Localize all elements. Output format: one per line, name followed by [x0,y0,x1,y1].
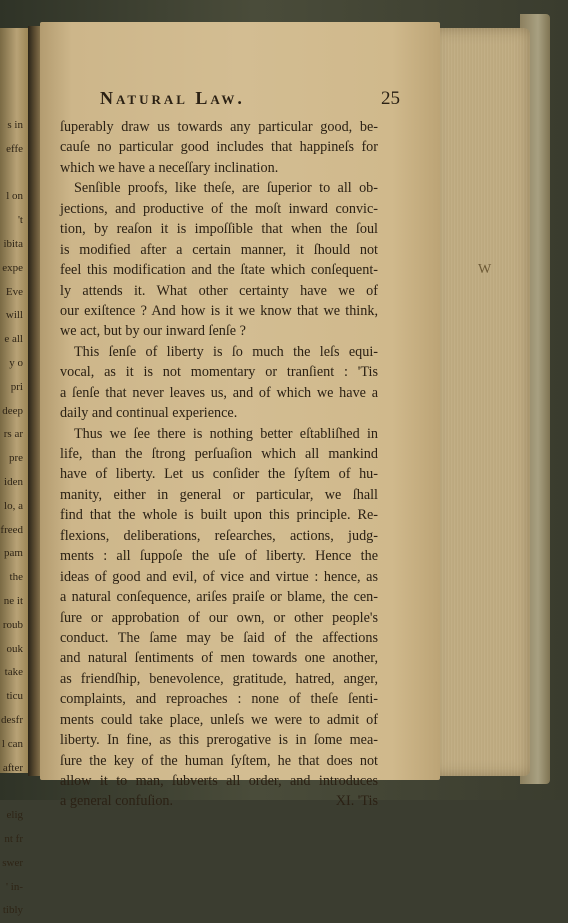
text-line: ſuperably draw us towards any particular good, be- [60,119,378,135]
text-line: a natural conſequence, ariſes praiſe or blame, the cen- [60,589,378,606]
left-page-fragment: nt fr [4,832,23,845]
left-page-fragment: tibly [2,904,23,917]
text-line: Thus we ſee there is nothing better eſtabliſhed in [74,425,378,442]
text-line: This ſenſe of liberty is ſo much the leſs equi- [74,343,378,360]
text-line: ideas of good and evil, of vice and virtue : hence, as [60,568,378,585]
text-line: we act, but by our inward ſenſe ? [60,323,246,340]
left-page-fragment: roub [2,618,23,631]
text-line: ments could take place, unleſs we were to admit of [60,711,378,728]
text-line: life, than the ſtrong perſuaſion which all mankind [60,446,378,462]
text-line: ments : all ſuppoſe the uſe of liberty. Hence the [60,548,378,565]
left-page-fragment [0,780,26,804]
left-page-fragment: rs ar [3,428,23,441]
left-page-fragment: ne it [3,594,23,607]
text-line: liberty. In fine, as this prerogative is in ſome mea- [60,732,378,749]
left-page-fragment: the [9,571,23,584]
left-page-fragment [0,162,26,186]
last-line-row [60,791,378,811]
text-line: as friendſhip, benevolence, gratitude, hatred, anger, [60,670,378,687]
text-line: allow it to man, ſubverts all order, and introduces [60,773,378,789]
text-line: flexions, deliberations, reſearches, actions, judg- [60,527,378,544]
left-page-fragment: s in [7,119,23,131]
left-page-fragment: effe [6,142,23,155]
text-line-last: a general confuſion. [60,793,174,810]
left-page [0,28,30,917]
page-number: 25 [381,88,400,109]
left-page-fragment: take [4,666,23,679]
left-page-fragment: ouk [6,642,23,655]
text-line: tion, by reaſon it is impoſſible that when the ſoul [60,221,378,238]
left-page-fragment: 't [17,214,23,227]
text-line: conduct. The ſame may be ſaid of the affections [60,629,378,646]
left-page-fragment: pri [10,380,23,393]
text-line: a ſenſe that never leaves us, and of which we have a [60,384,378,401]
text-line: is modified after a certain manner, it ſhould not [60,241,378,258]
left-page-fragment: e all [4,333,23,346]
page-fore-edge [430,28,530,776]
text-line: Senſible proofs, like theſe, are ſuperior to all ob- [74,180,378,197]
left-page-fragment: lo, a [4,499,23,512]
text-line: find that the whole is built upon this principle. Re- [60,507,378,524]
text-line: cauſe no particular good includes that happineſs for [60,139,378,156]
text-line: daily and continual experience. [60,405,238,422]
left-page-fragment: l on [6,190,23,203]
running-title: Natural Law. [100,88,245,108]
left-page-fragment: pam [4,547,23,560]
left-page-fragment: swer [2,856,23,869]
fore-edge-mark: W [478,262,492,277]
left-page-fragment: ' in- [6,880,23,893]
left-page-fragment: expe [2,261,23,274]
left-page-fragment: iden [4,475,23,488]
text-line: have of liberty. Let us conſider the ſyſtem of hu- [60,466,378,483]
left-page-fragment: Eve [5,285,23,298]
left-page-fragment: freed [0,523,23,536]
body-text [60,117,378,812]
text-line: our exiſtence ? And how is it we know that we think, [60,302,378,319]
text-line: ly attends it. What other certainty have we of [60,282,378,299]
left-page-fragment: pre [8,452,23,465]
text-line: ſure or approbation of our own, or other people's [60,609,378,626]
left-page-fragment: after [2,761,23,774]
text-line: jections, and productive of the moſt inward convic- [60,200,378,217]
text-line: and natural ſentiments of men towards one another, [60,650,378,667]
text-line: manity, either in general or particular, we ſhall [60,486,378,503]
left-page-text-fragments [0,28,26,917]
text-line: vocal, as it is not momentary or tranſient : 'Tis [60,364,378,381]
left-page-fragment: deep [2,404,23,417]
page-header [100,88,400,112]
left-page-fragment: elig [6,809,23,822]
left-page-fragment: y o [9,356,23,369]
text-line: complaints, and reproaches : none of theſe ſenti- [60,691,378,708]
left-page-fragment: ticu [6,690,23,703]
text-line: ſure the key of the human ſyſtem, he that does not [60,752,378,769]
left-page-fragment: ibita [3,237,23,250]
text-line: feel this modification and the ſtate which conſequent- [60,262,378,279]
left-page-fragment: will [5,309,23,322]
text-line: which we have a neceſſary inclination. [60,159,279,176]
catchword: XI. 'Tis [335,793,378,810]
left-page-fragment: l can [1,737,23,750]
left-page-fragment: desfr [1,713,23,726]
